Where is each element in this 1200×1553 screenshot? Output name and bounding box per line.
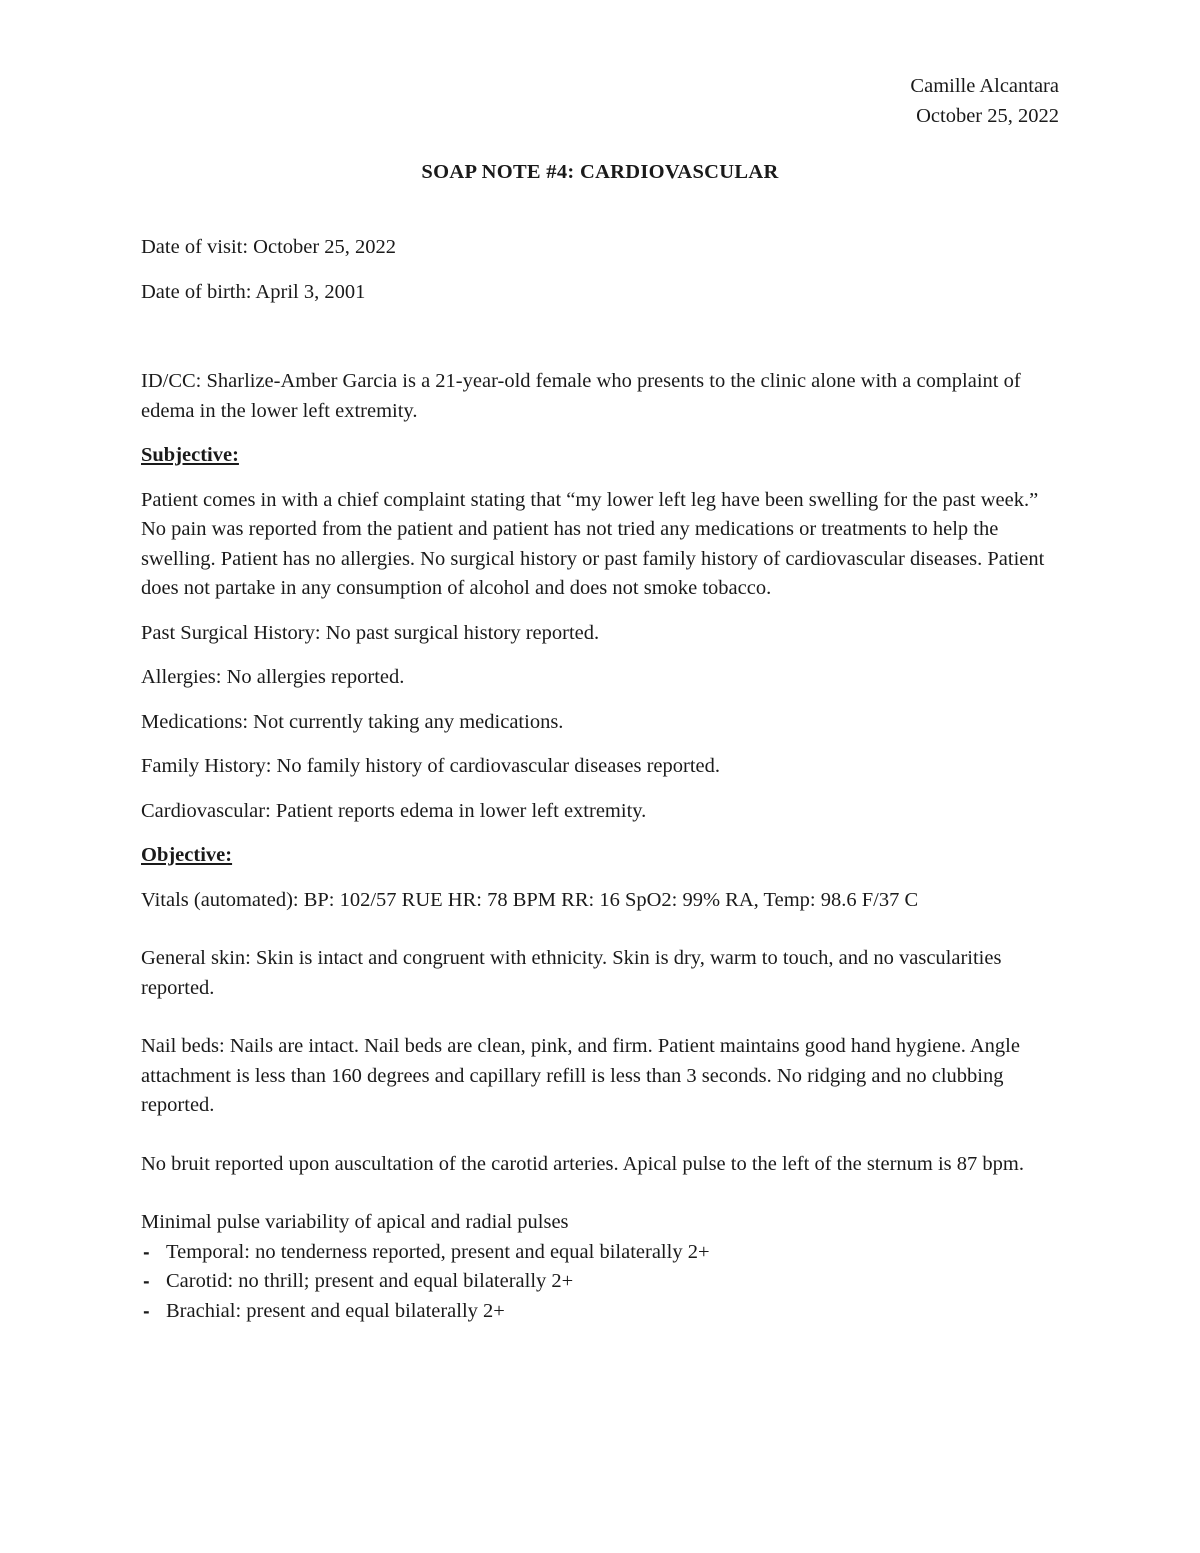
nail-beds: Nail beds: Nails are intact. Nail beds are clean, pink, and firm. Patient maintains good hand hygiene. Angle attachment is less than 160 degrees and capillary refill is less than 3 seconds. No ridging and no clubbing reported. bbox=[141, 1035, 1020, 1116]
author-name: Camille Alcantara bbox=[910, 75, 1059, 97]
dash-bullet-icon: - bbox=[143, 1301, 150, 1321]
past-surgical-history: Past Surgical History: No past surgical history reported. bbox=[141, 621, 600, 644]
document-body bbox=[141, 233, 1066, 1326]
subjective-narrative: Patient comes in with a chief complaint stating that “my lower left leg have been swelling for the past week.” No pain was reported from the patient and patient has not tried any medications or treatments to help the swelling. Patient has no allergies. No surgical history or past family history of cardiovascular diseases. Patient does not partake in any consumption of alcohol and does not smoke tobacco. bbox=[141, 488, 1045, 599]
pulse-intro: Minimal pulse variability of apical and radial pulses bbox=[141, 1211, 569, 1233]
list-item bbox=[141, 1238, 1066, 1268]
document-title: SOAP NOTE #4: CARDIOVASCULAR bbox=[421, 161, 779, 183]
vitals: Vitals (automated): BP: 102/57 RUE HR: 78 BPM RR: 16 SpO2: 99% RA, Temp: 98.6 F/37 C bbox=[141, 888, 919, 911]
date-of-visit: Date of visit: October 25, 2022 bbox=[141, 236, 397, 258]
family-history: Family History: No family history of cardiovascular diseases reported. bbox=[141, 755, 720, 777]
objective-heading: Objective: bbox=[141, 844, 233, 866]
allergies: Allergies: No allergies reported. bbox=[141, 666, 405, 688]
pulse-brachial: Brachial: present and equal bilaterally 2+ bbox=[166, 1299, 505, 1322]
subjective-heading: Subjective: bbox=[141, 444, 239, 466]
list-item bbox=[141, 1297, 1066, 1327]
cardiovascular: Cardiovascular: Patient reports edema in lower left extremity. bbox=[141, 799, 647, 822]
list-item bbox=[141, 1267, 1066, 1297]
medications: Medications: Not currently taking any medications. bbox=[141, 710, 564, 733]
dash-bullet-icon: - bbox=[143, 1272, 150, 1291]
pulse-carotid: Carotid: no thrill; present and equal bilaterally 2+ bbox=[166, 1270, 574, 1292]
header-date: October 25, 2022 bbox=[916, 104, 1059, 127]
id-cc: ID/CC: Sharlize-Amber Garcia is a 21-year-old female who presents to the clinic alone with a complaint of edema in the lower left extremity. bbox=[141, 370, 1021, 422]
general-skin: General skin: Skin is intact and congruent with ethnicity. Skin is dry, warm to touch, and no vascularities reported. bbox=[141, 947, 1002, 999]
auscultation: No bruit reported upon auscultation of the carotid arteries. Apical pulse to the left of the sternum is 87 bpm. bbox=[141, 1152, 1024, 1175]
pulse-list bbox=[141, 1238, 1066, 1327]
dash-bullet-icon: - bbox=[143, 1242, 150, 1262]
pulse-temporal: Temporal: no tenderness reported, present and equal bilaterally 2+ bbox=[166, 1240, 710, 1263]
date-of-birth: Date of birth: April 3, 2001 bbox=[141, 280, 366, 303]
author-block bbox=[910, 72, 1059, 131]
